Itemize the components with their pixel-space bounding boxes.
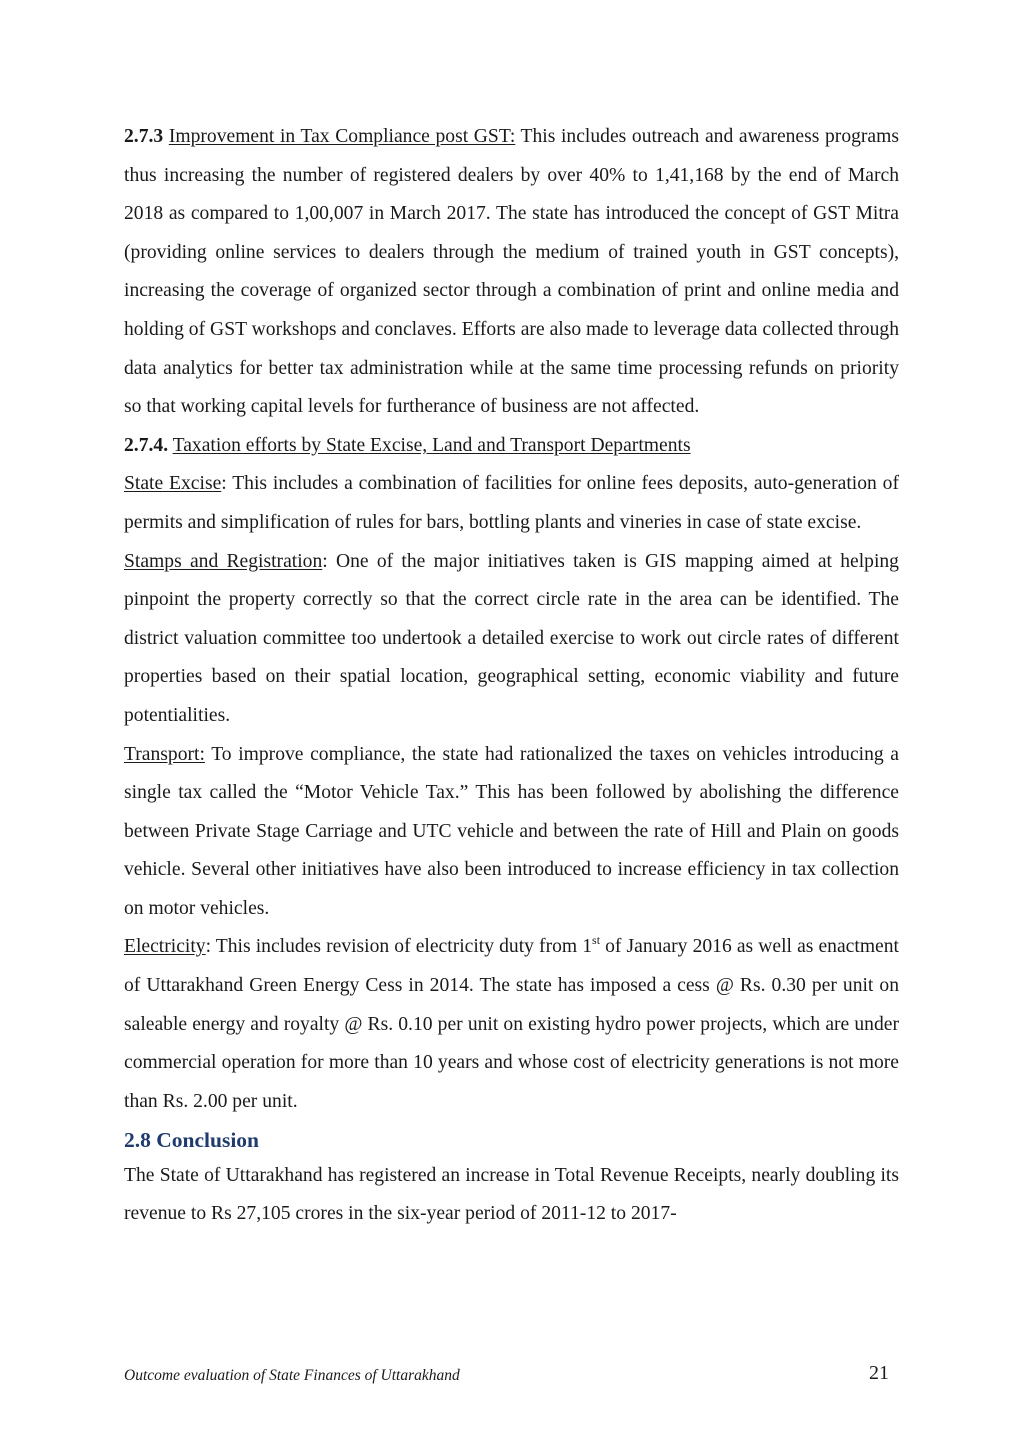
paragraph-electricity xyxy=(124,928,899,1121)
paragraph-text: : This includes revision of electricity duty from 1 xyxy=(205,936,593,958)
section-title: Taxation efforts by State Excise, Land and Transport Departments xyxy=(172,434,691,456)
paragraph-text: of January 2016 as well as enactment of Uttarakhand Green Energy Cess in 2014. The state has imposed a cess @ Rs. 0.30 per unit on saleable energy and royalty @ Rs. 0.10 per unit on existing hydro power projects, which are under commercial operation for more than 10 years and whose cost of electricity generations is not more than Rs. 2.00 per unit. xyxy=(124,936,899,1112)
paragraph-label: Electricity xyxy=(124,936,206,958)
paragraph-label: Transport: xyxy=(124,743,205,765)
footer-title: Outcome evaluation of State Finances of Uttarakhand xyxy=(124,1367,460,1384)
paragraph-label: Stamps and Registration xyxy=(124,550,323,572)
page-number: 21 xyxy=(869,1362,889,1384)
section-number: 2.7.3 xyxy=(124,126,164,147)
section-2-8-heading: 2.8 Conclusion xyxy=(124,1128,260,1153)
paragraph-text: : This includes a combination of facilities for online fees deposits, auto-generation of permits and simplification of rules for bars, bottling plants and vineries in case of state excise. xyxy=(124,473,899,533)
section-title: Improvement in Tax Compliance post GST: xyxy=(168,126,516,147)
paragraph-conclusion: The State of Uttarakhand has registered an increase in Total Revenue Receipts, nearly doubling its revenue to Rs 27,105 crores in the six-year period of 2011-12 to 2017- xyxy=(124,1165,899,1224)
paragraph-text: : One of the major initiatives taken is GIS mapping aimed at helping pinpoint the property correctly so that the correct circle rate in the area can be identified. The district valuation committee too undertook a detailed exercise to work out circle rates of different properties based on their spatial location, geographical setting, economic viability and future potentialities. xyxy=(124,550,899,726)
paragraph-stamps-registration xyxy=(124,543,899,736)
paragraph-state-excise xyxy=(124,465,899,542)
paragraph-transport xyxy=(124,736,899,929)
section-2-7-4-heading xyxy=(124,427,899,466)
ordinal-suffix: st xyxy=(592,932,601,947)
paragraph-label: State Excise xyxy=(124,473,222,495)
section-text: This includes outreach and awareness programs thus increasing the number of registered dealers by over 40% to 1,41,168 by the end of March 2018 as compared to 1,00,007 in March 2017. The state has introduced the concept of GST Mitra (providing online services to dealers through the medium of trained youth in GST concepts), increasing the coverage of organized sector through a combination of print and online media and holding of GST workshops and conclaves. Efforts are also made to leverage data collected through data analytics for better tax administration while at the same time processing refunds on priority so that working capital levels for furtherance of business are not affected. xyxy=(124,126,899,418)
document-body xyxy=(124,118,899,1232)
section-2-7-3 xyxy=(124,118,899,427)
section-number: 2.7.4. xyxy=(124,434,169,456)
paragraph-text: To improve compliance, the state had rationalized the taxes on vehicles introducing a single tax called the “Motor Vehicle Tax.” This has been followed by abolishing the difference between Private Stage Carriage and UTC vehicle and between the rate of Hill and Plain on goods vehicle. Several other initiatives have also been introduced to increase efficiency in tax collection on motor vehicles. xyxy=(124,743,899,919)
